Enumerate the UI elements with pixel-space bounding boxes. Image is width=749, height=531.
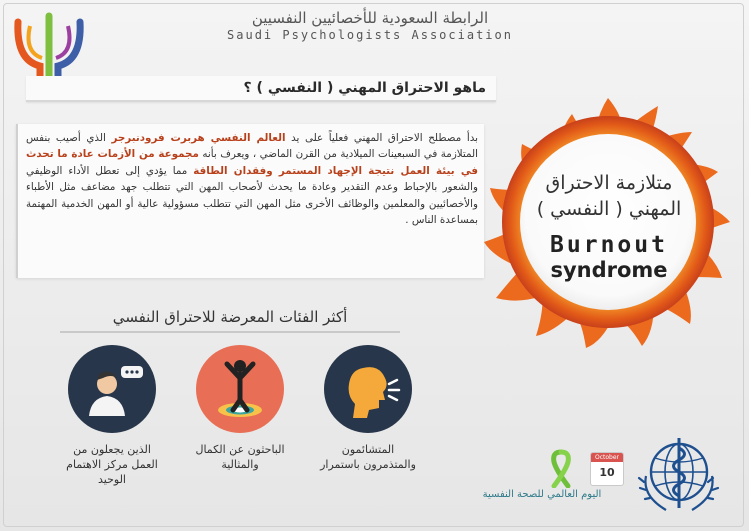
burnout-title-ar-line1: متلازمة الاحتراق [545, 172, 673, 194]
burnout-circle-text [520, 170, 698, 282]
calendar-month: October [591, 453, 623, 462]
burnout-title-ar-line2: المهني ( النفسي ) [536, 198, 682, 220]
perfectionist-target-icon [195, 344, 285, 434]
calendar-day: 10 [599, 466, 615, 479]
who-emblem-icon [636, 432, 722, 518]
intro-title-bar [26, 76, 496, 102]
association-name-en: Saudi Psychologists Association [227, 28, 513, 42]
categories-title: أكثر الفئات المعرضة للاحتراق النفسي [112, 308, 348, 326]
category-item-work-focused [62, 344, 162, 487]
intro-paragraph: بدأ مصطلح الاحتراق المهني فعلياً على يد العالم النفسي هربرت فرودنبرجر الذي أصيب بنفس المتلازمة في السبعينات الميلادية من القرن الماضي ، ويعرف بأنه مجموعة من الأزمات عادة ما تحدث في بيئة العمل نتيجة الإجهاد المستمر وفقدان الطاقة مما يؤدي إلى تعطل الأداء الوظيفي والشعور بالإحباط وعدم التقدير وعادة ما يحدث لأصحاب المهن التي تتطلب جهد مضاعف مثل الأطباء والأخصائيين والمعلمين والوظائف الأخرى مثل المهن التي تتطلب مسؤولية عالية أو المهن الخدمية المهتمة بمساعدة الناس . [26, 132, 479, 227]
category-item-perfectionists [190, 344, 290, 472]
category-label-pessimists: المتشائمون والمتذمرون باستمرار [320, 443, 416, 471]
category-label-perfectionists: الباحثون عن الكمال والمثالية [195, 443, 285, 471]
intro-paragraph-box [16, 124, 484, 278]
complaining-person-icon [323, 344, 413, 434]
intro-title: ماهو الاحتراق المهني ( النفسي ) ؟ [243, 80, 486, 96]
burnout-title-en-line1: Burnout [550, 232, 668, 258]
category-item-pessimists [318, 344, 418, 472]
burnout-title-en-line2: syndrome [550, 258, 668, 282]
work-focused-person-icon [67, 344, 157, 434]
categories-divider [60, 331, 400, 333]
green-ribbon-icon [548, 448, 574, 488]
category-label-work-focused: الذين يجعلون من العمل مركز الاهتمام الوحيد [66, 443, 158, 486]
association-name-ar: الرابطة السعودية للأخصائيين النفسيين [251, 9, 489, 27]
world-mental-health-day-text: اليوم العالمي للصحة النفسية [482, 489, 602, 500]
calendar-icon [590, 452, 624, 486]
